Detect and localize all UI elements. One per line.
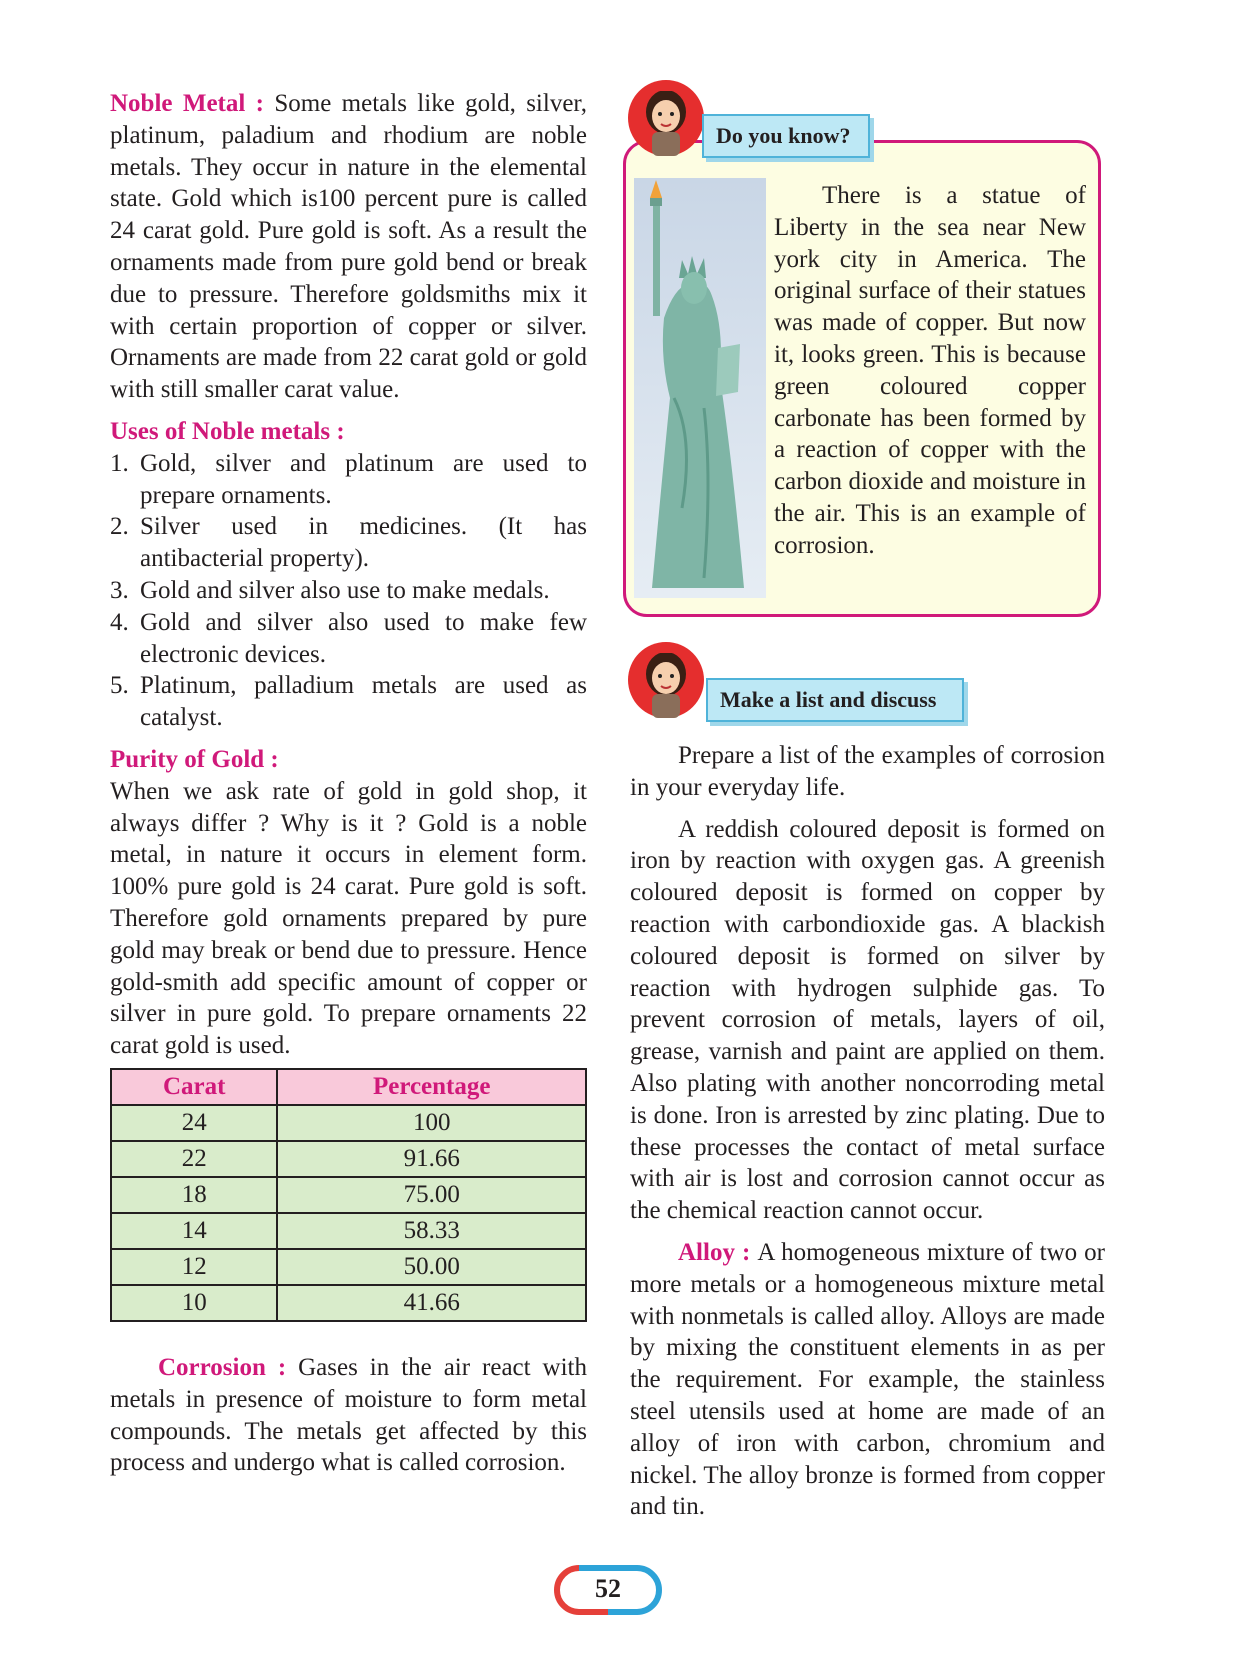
list-text: Gold and silver also used to make few electronic devices. <box>140 608 587 668</box>
list-item <box>110 448 587 512</box>
alloy-paragraph <box>630 1237 1105 1523</box>
statue-of-liberty-image <box>634 178 766 598</box>
alloy-text: A homogeneous mixture of two or more metals or a homogeneous mixture metal with nonmetals is called alloy. Alloys are made by mixing the constituent elements in as per the requirement. For example, the stainless steel utensils used at home are made of an alloy of iron with carbon, chromium and nickel. The alloy bronze is formed from copper and tin. <box>630 1238 1106 1521</box>
list-number: 5. <box>110 672 129 700</box>
corrosion-text: Gases in the air react with metals in presence of moisture to form metal compounds. The metals get affected by this process and undergo what is called corrosion. <box>110 1353 587 1477</box>
carat-cell: 24 <box>111 1105 277 1141</box>
make-a-list-title: Make a list and discuss <box>706 678 964 722</box>
list-item <box>110 511 587 575</box>
percentage-cell: 50.00 <box>277 1249 586 1285</box>
page-number-badge <box>553 1564 663 1616</box>
list-item <box>110 575 587 607</box>
list-number: 1. <box>110 449 129 477</box>
list-item <box>110 607 587 671</box>
do-you-know-text-block <box>774 180 1086 562</box>
table-row <box>111 1141 586 1177</box>
carat-cell: 18 <box>111 1177 277 1213</box>
alloy-label: Alloy : <box>678 1238 758 1266</box>
list-text: Platinum, palladium metals are used as catalyst. <box>140 672 587 732</box>
corrosion-label: Corrosion : <box>158 1353 299 1381</box>
carat-table <box>110 1068 587 1322</box>
percentage-cell: 91.66 <box>277 1141 586 1177</box>
carat-cell: 10 <box>111 1285 277 1321</box>
page-number: 52 <box>595 1574 621 1603</box>
make-a-list-text: Prepare a list of the examples of corrosion in your everyday life. <box>630 742 1105 801</box>
list-text: Silver used in medicines. (It has antibacterial property). <box>140 513 587 573</box>
girl-mascot-icon <box>626 78 706 160</box>
percentage-cell: 58.33 <box>277 1213 586 1249</box>
table-header-row <box>111 1069 586 1105</box>
percentage-cell: 75.00 <box>277 1177 586 1213</box>
carat-cell: 12 <box>111 1249 277 1285</box>
noble-metal-label: Noble Metal : <box>110 90 275 117</box>
list-text: Gold and silver also use to make medals. <box>140 576 550 604</box>
girl-mascot-icon <box>626 640 706 722</box>
list-number: 4. <box>110 608 129 636</box>
carat-cell: 14 <box>111 1213 277 1249</box>
table-row <box>111 1177 586 1213</box>
table-row <box>111 1285 586 1321</box>
uses-list <box>110 448 587 734</box>
table-row <box>111 1213 586 1249</box>
right-column <box>630 740 1105 1523</box>
percentage-column-header: Percentage <box>277 1069 586 1105</box>
list-item <box>110 670 587 734</box>
table-row <box>111 1105 586 1141</box>
deposit-paragraph: A reddish coloured deposit is formed on iron by reaction with oxygen gas. A greenish coloured deposit is formed on copper by reaction with carbondioxide gas. A blackish coloured deposit is formed on silver by reaction with hydrogen sulphide gas. To prevent corrosion of metals, layers of oil, grease, varnish and paint are applied on them. Also plating with another noncorroding metal is done. Iron is arrested by zinc plating. Due to these processes the contact of metal surface with air is lost and corrosion cannot occur as the chemical reaction cannot occur. <box>630 815 1105 1225</box>
percentage-cell: 100 <box>277 1105 586 1141</box>
carat-column-header: Carat <box>111 1069 277 1105</box>
purity-paragraph: When we ask rate of gold in gold shop, it always differ ? Why is it ? Gold is a noble metal, in nature it occurs in element form. 100% pure gold is 24 carat. Pure gold is soft. Therefore gold ornaments prepared by pure gold may break or bend due to pressure. Hence gold-smith add specific amount of copper or silver in pure gold. To prepare ornaments 22 carat gold is used. <box>110 777 587 1060</box>
percentage-cell: 41.66 <box>277 1285 586 1321</box>
noble-metal-paragraph <box>110 88 587 406</box>
list-number: 3. <box>110 576 129 604</box>
left-column <box>110 88 587 1479</box>
uses-heading: Uses of Noble metals : <box>110 417 345 445</box>
do-you-know-title: Do you know? <box>702 114 870 158</box>
purity-heading: Purity of Gold : <box>110 745 279 773</box>
list-text: Gold, silver and platinum are used to prepare ornaments. <box>140 449 587 509</box>
list-number: 2. <box>110 513 129 541</box>
table-row <box>111 1249 586 1285</box>
do-you-know-text: There is a statue of Liberty in the sea near New york city in America. The original surface of their statues was made of copper. But now it, looks green. This is because green coloured copper carbonate has been formed by a reaction of copper with the carbon dioxide and moisture in the air. This is an example of corrosion. <box>774 182 1086 559</box>
corrosion-paragraph <box>110 1352 587 1479</box>
noble-metal-text: Some metals like gold, silver, platinum, paladium and rhodium are noble metals. They occur in nature in the elemental state. Gold which is100 percent pure is called 24 carat gold. Pure gold is soft. As a result the ornaments made from pure gold bend or break due to pressure. Therefore goldsmiths mix it with certain proportion of copper or silver. Ornaments are made from 22 carat gold or gold with still smaller carat value. <box>110 90 587 404</box>
carat-cell: 22 <box>111 1141 277 1177</box>
